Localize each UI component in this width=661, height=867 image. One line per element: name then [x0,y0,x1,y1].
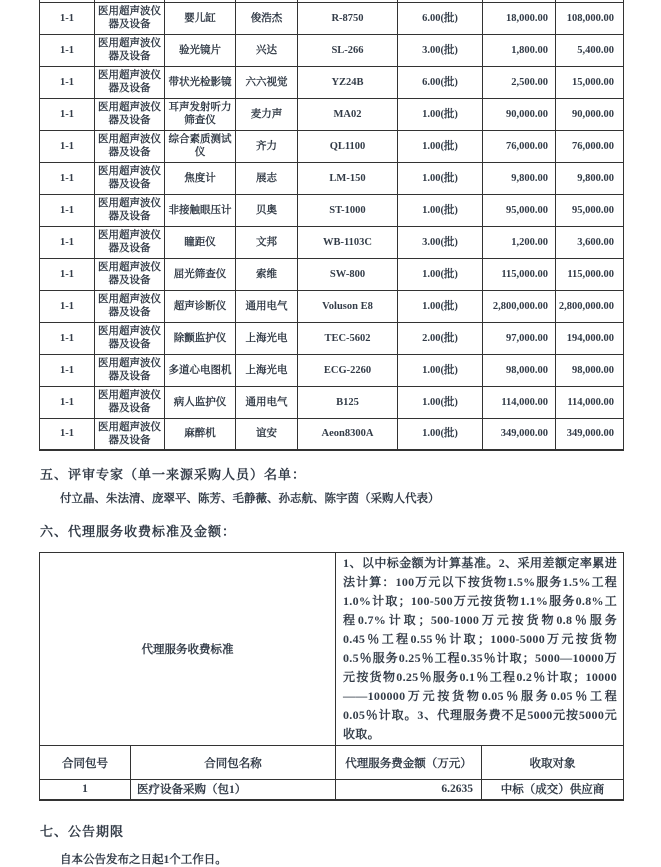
section-notice-period-heading: 七、公告期限 [40,823,125,839]
goods-cell-brand: 麦力声 [236,98,298,130]
goods-cell-brand: 六六视觉 [236,66,298,98]
goods-cell-total-price: 349,000.00 [556,418,624,450]
goods-cell-total-price: 90,000.00 [556,98,624,130]
goods-cell-category: 医用超声波仪器及设备 [95,386,165,418]
goods-cell-total-price: 194,000.00 [556,322,624,354]
goods-cell-package-no: 1-1 [40,34,95,66]
fee-header-package-name: 合同包名称 [131,746,336,780]
goods-cell-category: 医用超声波仪器及设备 [95,290,165,322]
goods-row [40,322,624,354]
goods-cell-category: 医用超声波仪器及设备 [95,354,165,386]
goods-cell-package-no: 1-1 [40,226,95,258]
fee-header-charge-target: 收取对象 [482,746,624,780]
agency-fee-table [39,552,624,801]
goods-cell-package-no: 1-1 [40,98,95,130]
goods-cell-name: 焦度计 [165,162,236,194]
goods-cell-name: 非接触眼压计 [165,194,236,226]
goods-row [40,418,624,450]
goods-cell-category: 医用超声波仪器及设备 [95,98,165,130]
goods-cell-name: 综合素质测试仪 [165,130,236,162]
goods-cell-unit-price: 98,000.00 [483,354,556,386]
goods-cell-quantity: 6.00(批) [398,2,483,34]
goods-cell-name: 耳声发射听力筛查仪 [165,98,236,130]
goods-cell-total-price: 95,000.00 [556,194,624,226]
goods-row [40,354,624,386]
goods-cell-brand: 贝奥 [236,194,298,226]
goods-cell-model: YZ24B [298,66,398,98]
goods-cell-package-no: 1-1 [40,130,95,162]
goods-cell-model: Voluson E8 [298,290,398,322]
goods-cell-unit-price: 2,800,000.00 [483,290,556,322]
goods-table [39,0,624,451]
goods-cell-quantity: 1.00(批) [398,194,483,226]
goods-cell-package-no: 1-1 [40,162,95,194]
goods-cell-model: LM-150 [298,162,398,194]
goods-cell-brand: 俊浩杰 [236,2,298,34]
goods-cell-quantity: 1.00(批) [398,98,483,130]
goods-cell-total-price: 15,000.00 [556,66,624,98]
fee-cell-fee-amount: 6.2635 [336,780,482,800]
goods-cell-total-price: 76,000.00 [556,130,624,162]
goods-cell-category: 医用超声波仪器及设备 [95,130,165,162]
goods-cell-brand: 文邦 [236,226,298,258]
goods-cell-unit-price: 95,000.00 [483,194,556,226]
goods-cell-category: 医用超声波仪器及设备 [95,322,165,354]
goods-cell-name: 超声诊断仪 [165,290,236,322]
goods-cell-category: 医用超声波仪器及设备 [95,194,165,226]
fee-header-package-no: 合同包号 [40,746,131,780]
goods-cell-total-price: 5,400.00 [556,34,624,66]
goods-cell-name: 多道心电图机 [165,354,236,386]
goods-cell-name: 带状光检影镜 [165,66,236,98]
goods-row [40,258,624,290]
goods-cell-brand: 通用电气 [236,290,298,322]
goods-cell-name: 瞳距仪 [165,226,236,258]
goods-cell-unit-price: 97,000.00 [483,322,556,354]
goods-cell-brand: 上海光电 [236,354,298,386]
goods-cell-model: R-8750 [298,2,398,34]
goods-cell-model: B125 [298,386,398,418]
goods-cell-unit-price: 1,800.00 [483,34,556,66]
goods-cell-unit-price: 76,000.00 [483,130,556,162]
goods-row [40,2,624,34]
goods-cell-unit-price: 18,000.00 [483,2,556,34]
goods-cell-total-price: 114,000.00 [556,386,624,418]
goods-cell-model: QL1100 [298,130,398,162]
goods-cell-unit-price: 1,200.00 [483,226,556,258]
goods-cell-name: 屈光筛查仪 [165,258,236,290]
goods-cell-unit-price: 349,000.00 [483,418,556,450]
goods-cell-category: 医用超声波仪器及设备 [95,66,165,98]
goods-row [40,34,624,66]
goods-row [40,194,624,226]
goods-cell-quantity: 1.00(批) [398,162,483,194]
goods-cell-total-price: 3,600.00 [556,226,624,258]
goods-cell-quantity: 3.00(批) [398,226,483,258]
goods-cell-category: 医用超声波仪器及设备 [95,34,165,66]
goods-cell-quantity: 1.00(批) [398,386,483,418]
goods-cell-unit-price: 2,500.00 [483,66,556,98]
goods-cell-name: 婴儿缸 [165,2,236,34]
fee-standard-label: 代理服务收费标准 [40,553,336,746]
goods-cell-category: 医用超声波仪器及设备 [95,418,165,450]
goods-cell-brand: 谊安 [236,418,298,450]
goods-cell-quantity: 1.00(批) [398,290,483,322]
goods-cell-package-no: 1-1 [40,386,95,418]
goods-cell-package-no: 1-1 [40,258,95,290]
goods-row [40,386,624,418]
goods-cell-quantity: 2.00(批) [398,322,483,354]
goods-cell-package-no: 1-1 [40,418,95,450]
goods-cell-package-no: 1-1 [40,322,95,354]
goods-cell-brand: 通用电气 [236,386,298,418]
fee-header-fee-amount: 代理服务费金额（万元） [336,746,482,780]
fee-standard-row [40,553,624,746]
goods-cell-brand: 索维 [236,258,298,290]
goods-cell-total-price: 9,800.00 [556,162,624,194]
goods-cell-model: ST-1000 [298,194,398,226]
goods-cell-model: TEC-5602 [298,322,398,354]
goods-cell-quantity: 1.00(批) [398,418,483,450]
goods-cell-unit-price: 115,000.00 [483,258,556,290]
goods-cell-total-price: 2,800,000.00 [556,290,624,322]
goods-cell-name: 麻醉机 [165,418,236,450]
goods-cell-category: 医用超声波仪器及设备 [95,258,165,290]
goods-cell-model: WB-1103C [298,226,398,258]
goods-cell-brand: 展志 [236,162,298,194]
goods-cell-total-price: 108,000.00 [556,2,624,34]
goods-cell-package-no: 1-1 [40,194,95,226]
goods-cell-name: 病人监护仪 [165,386,236,418]
notice-period-text: 自本公告发布之日起1个工作日。 [60,853,227,866]
goods-cell-total-price: 115,000.00 [556,258,624,290]
goods-cell-total-price: 98,000.00 [556,354,624,386]
goods-cell-category: 医用超声波仪器及设备 [95,162,165,194]
fee-cell-charge-target: 中标（成交）供应商 [482,780,624,800]
goods-table-body [40,0,624,450]
goods-row [40,226,624,258]
goods-cell-quantity: 1.00(批) [398,258,483,290]
goods-row [40,66,624,98]
goods-cell-name: 验光镜片 [165,34,236,66]
goods-cell-model: SL-266 [298,34,398,66]
goods-cell-unit-price: 9,800.00 [483,162,556,194]
goods-row [40,162,624,194]
goods-cell-quantity: 1.00(批) [398,354,483,386]
goods-cell-brand: 兴达 [236,34,298,66]
goods-cell-unit-price: 90,000.00 [483,98,556,130]
goods-cell-unit-price: 114,000.00 [483,386,556,418]
goods-cell-package-no: 1-1 [40,66,95,98]
fee-standard-text: 1、以中标金额为计算基准。2、采用差额定率累进法计算：100万元以下按货物1.5%服务1.5%工程1.0%计取；100-500万元按货物1.1%服务0.8%工程0.7%计取；500-1000万元按货物0.8％服务0.45％工程0.55％计取；1000-5000万元按货物0.5％服务0.25％工程0.35％计取；5000—10000万元按货物0.25％服务0.1％工程0.2％计取；10000——100000万元按货物0.05％服务0.05％工程0.05％计取。3、代理服务费不足5000元按5000元收取。 [336,553,624,746]
goods-cell-model: SW-800 [298,258,398,290]
goods-cell-model: ECG-2260 [298,354,398,386]
goods-cell-quantity: 6.00(批) [398,66,483,98]
fee-cell-package-no: 1 [40,780,131,800]
goods-row [40,98,624,130]
goods-cell-brand: 齐力 [236,130,298,162]
fee-cell-package-name: 医疗设备采购（包1） [131,780,336,800]
goods-cell-category: 医用超声波仪器及设备 [95,2,165,34]
goods-cell-model: Aeon8300A [298,418,398,450]
experts-names: 付立晶、朱法清、庞翠平、陈芳、毛静薇、孙志航、陈宇茵（采购人代表） [60,493,440,505]
section-agency-fee-heading: 六、代理服务收费标准及金额： [40,524,237,539]
goods-cell-model: MA02 [298,98,398,130]
goods-cell-package-no: 1-1 [40,354,95,386]
goods-row [40,290,624,322]
section-experts-heading: 五、评审专家（单一来源采购人员）名单： [40,467,307,482]
goods-cell-package-no: 1-1 [40,290,95,322]
goods-row [40,130,624,162]
goods-cell-quantity: 3.00(批) [398,34,483,66]
goods-cell-category: 医用超声波仪器及设备 [95,226,165,258]
fee-data-row [40,780,624,800]
goods-cell-quantity: 1.00(批) [398,130,483,162]
goods-cell-name: 除颤监护仪 [165,322,236,354]
fee-header-row [40,746,624,780]
goods-cell-brand: 上海光电 [236,322,298,354]
goods-cell-package-no: 1-1 [40,2,95,34]
